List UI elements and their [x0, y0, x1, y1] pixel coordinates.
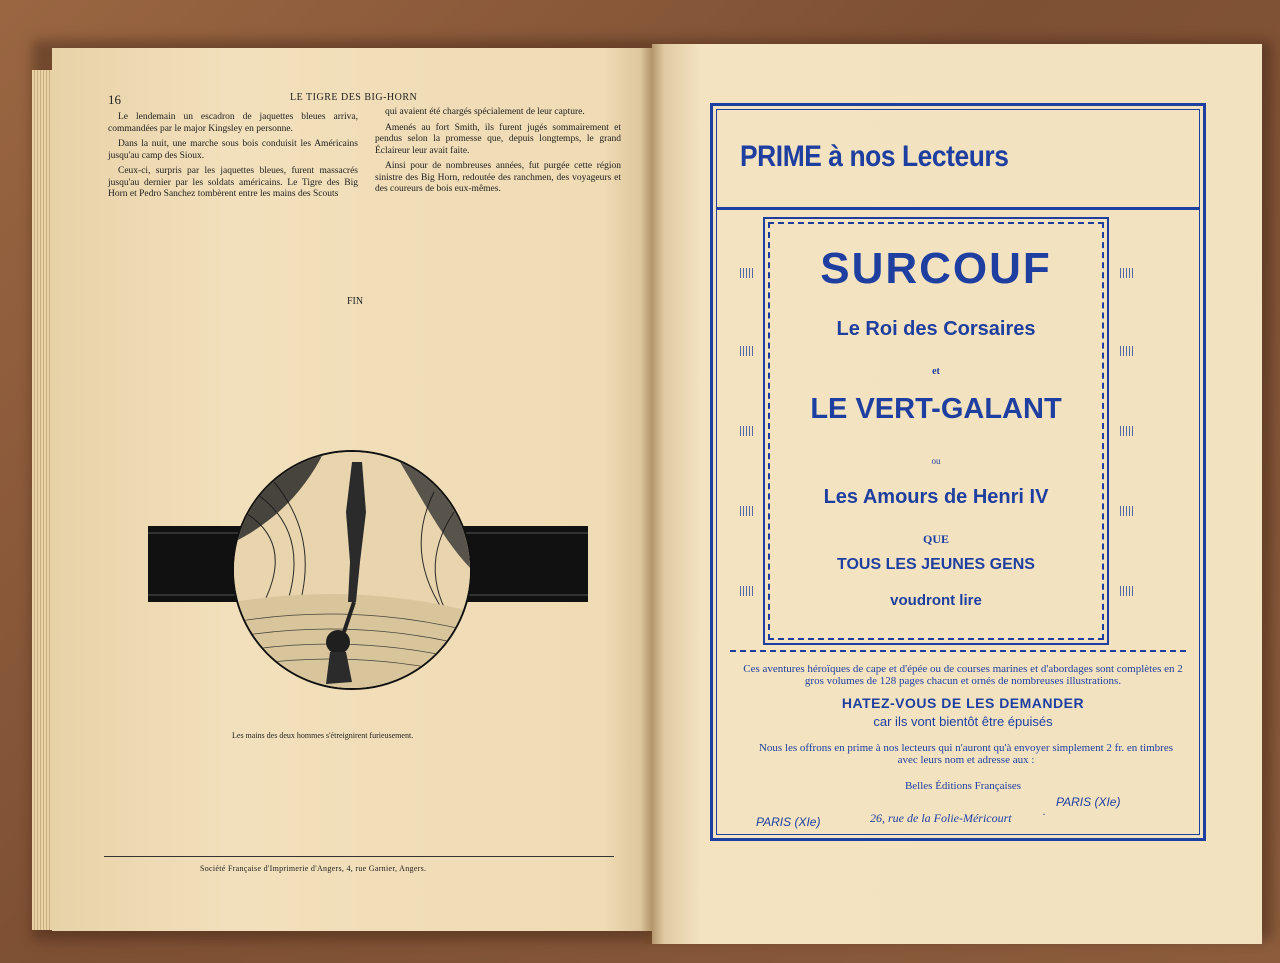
advert-call-to-action: HATEZ-VOUS DE LES DEMANDER [841, 695, 1085, 711]
engraving-illustration [232, 450, 472, 690]
text-voudront: voudront lire [890, 592, 982, 609]
text-column-1 [108, 112, 358, 205]
subtitle-roi: Le Roi des Corsaires [836, 318, 1036, 340]
side-ornament [740, 506, 754, 516]
text-que: QUE [922, 532, 949, 546]
title-surcouf: SURCOUF [820, 244, 1052, 293]
subtitle-amours: Les Amours de Henri IV [823, 486, 1049, 508]
advert-title: PRIME à nos Lecteurs [740, 140, 1009, 173]
advert-offer: Nous les offrons en prime à nos lecteurs qui n'auront qu'à envoyer simplement 2 fr. en timbres avec leurs nom et adresse aux : [758, 742, 1174, 766]
side-ornament [740, 346, 754, 356]
conjunction-ou: ou [931, 456, 941, 466]
side-ornament [1120, 426, 1134, 436]
advert-urgency: car ils vont bientôt être épuisés [873, 714, 1053, 729]
advert-divider [730, 650, 1186, 652]
printer-footer: Société Française d'Imprimerie d'Angers, 4, rue Garnier, Angers. [200, 864, 427, 873]
title-vert-galant: LE VERT-GALANT [810, 393, 1062, 425]
paragraph: Amenés au fort Smith, ils furent jugés sommairement et pendus selon la promesse que, depuis longtemps, le grand Éclaireur leur avait faite. [375, 122, 621, 156]
engraving-drawing [234, 452, 472, 690]
city-left: PARIS (XIe) [756, 815, 821, 829]
page-number: 16 [108, 92, 121, 107]
city-right: PARIS (XIe) [1056, 795, 1121, 809]
paragraph: Dans la nuit, une marche sous bois conduisit les Américains jusqu'au camp des Sioux. [108, 139, 358, 161]
side-ornament [1120, 268, 1134, 278]
side-ornament [740, 426, 754, 436]
side-ornament [740, 268, 754, 278]
running-head: LE TIGRE DES BIG-HORN [290, 92, 418, 103]
paragraph: Ceux-ci, surpris par les jaquettes bleues, furent massacrés jusqu'au dernier par les soldats américains. Le Tigre des Big Horn et Pedro Sanchez tombèrent entre les mains des Scouts [108, 166, 358, 199]
advert-description: Ces aventures héroïques de cape et d'épée ou de courses marines et d'abordages sont complètes en 2 gros volumes de 128 pages chacun et ornés de nombreuses illustrations. [743, 663, 1183, 687]
side-ornament [1120, 346, 1134, 356]
side-ornament [740, 586, 754, 596]
paragraph: Le lendemain un escadron de jaquettes bleues arriva, commandées par le major Kingsley en personne. [108, 112, 358, 134]
conjunction-et: et [932, 366, 940, 377]
side-ornament [1120, 586, 1134, 596]
address-separator: · [1042, 807, 1046, 821]
publisher-name: Belles Éditions Françaises [904, 780, 1022, 792]
publisher-address: 26, rue de la Folie-Méricourt [870, 811, 1012, 825]
paragraph: Ainsi pour de nombreuses années, fut purgée cette région sinistre des Big Horn, redoutée des ranchmen, des voyageurs et des coureurs de bois eux-mêmes. [375, 161, 621, 194]
text-tous: TOUS LES JEUNES GENS [837, 556, 1035, 573]
fin-label: FIN [347, 296, 364, 307]
illustration-caption: Les mains des deux hommes s'étreignirent furieusement. [232, 731, 414, 740]
text-column-2 [375, 107, 621, 200]
paragraph: qui avaient été chargés spécialement de leur capture. [385, 107, 585, 117]
side-ornament [1120, 506, 1134, 516]
book-gutter [640, 44, 664, 944]
footer-rule [104, 856, 614, 857]
